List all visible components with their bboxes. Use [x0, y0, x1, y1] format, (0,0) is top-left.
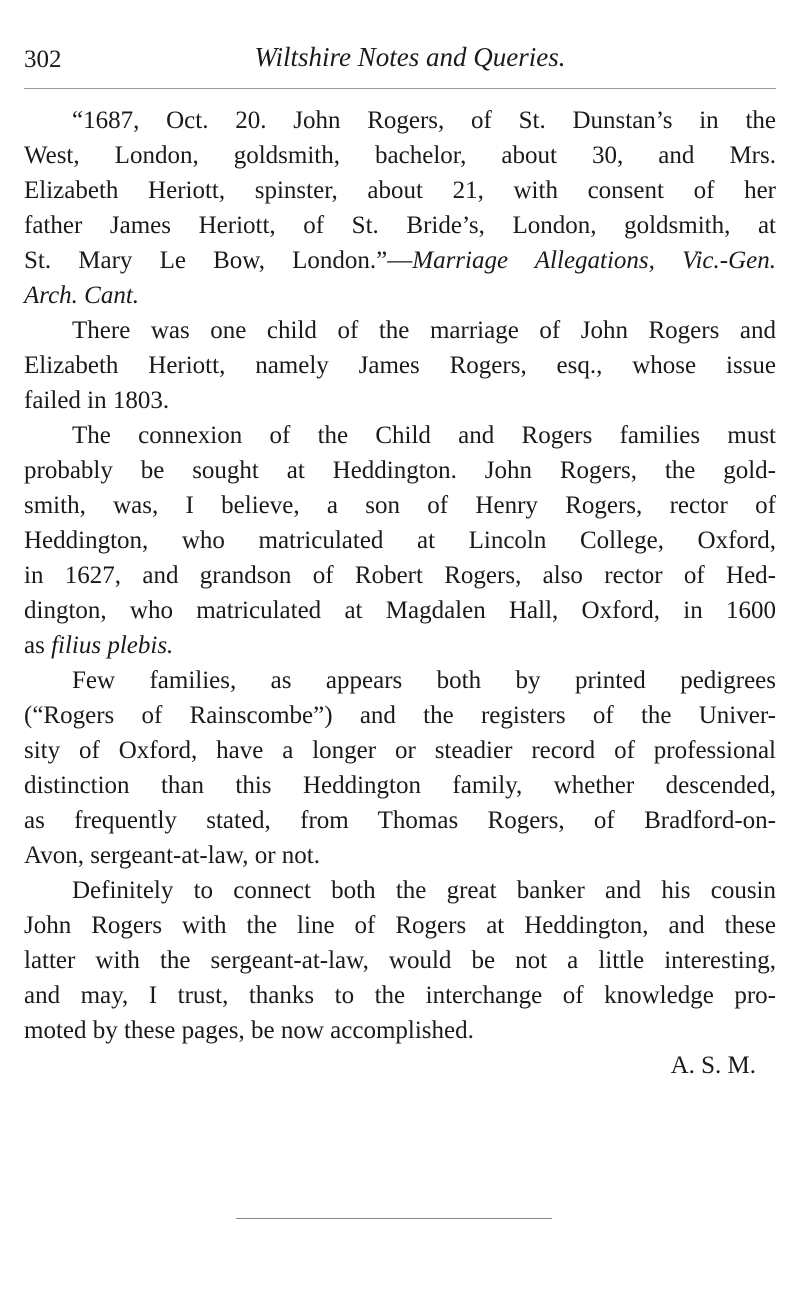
text-run: Elizabeth Heriott, namely James Rogers, esq., whose issue [24, 352, 776, 379]
text-line [24, 663, 776, 698]
text-line [24, 208, 776, 243]
text-run: (“Rogers of Rainscombe”) and the registers of the Univer- [24, 702, 776, 729]
text-line [24, 733, 776, 768]
text-line [24, 348, 776, 383]
text-run: as frequently stated, from Thomas Rogers, of Bradford-on- [24, 807, 776, 834]
header-rule [24, 88, 776, 89]
text-run: West, London, goldsmith, bachelor, about 30, and Mrs. [24, 142, 776, 169]
text-run: moted by these pages, be now accomplished. [24, 1017, 474, 1044]
text-line [24, 173, 776, 208]
page-number: 302 [24, 46, 62, 73]
text-line [24, 558, 776, 593]
text-line [24, 488, 776, 523]
text-run: as [24, 632, 52, 659]
italic-text: Marriage Allegations, Vic.-Gen. [412, 247, 777, 274]
text-run: Heddington, who matriculated at Lincoln College, Oxford, [24, 527, 776, 554]
paragraph [24, 418, 776, 663]
text-line [24, 138, 776, 173]
text-run: father James Heriott, of St. Bride’s, London, goldsmith, at [24, 212, 776, 239]
paragraph [24, 663, 776, 873]
text-line [24, 908, 776, 943]
text-line [24, 768, 776, 803]
text-line [24, 838, 776, 873]
paragraph [24, 103, 776, 313]
text-line [24, 523, 776, 558]
text-line [24, 1013, 776, 1048]
text-line [24, 593, 776, 628]
signature: A. S. M. [670, 1052, 756, 1079]
text-run: latter with the sergeant-at-law, would be not a little interesting, [24, 947, 776, 974]
text-run: John Rogers with the line of Rogers at Heddington, and these [24, 912, 776, 939]
article-body [24, 103, 776, 1083]
text-run: in 1627, and grandson of Robert Rogers, also rector of Hed- [24, 562, 776, 589]
text-line [24, 803, 776, 838]
paragraph [24, 873, 776, 1048]
text-run: failed in 1803. [24, 387, 170, 414]
text-run: sity of Oxford, have a longer or steadier record of professional [24, 737, 776, 764]
text-line [24, 453, 776, 488]
italic-text: Arch. Cant. [24, 282, 140, 309]
running-title: Wiltshire Notes and Queries. [254, 42, 566, 72]
text-run: Few families, as appears both by printed pedigrees [72, 667, 776, 694]
text-line [24, 418, 776, 453]
text-run: distinction than this Heddington family, whether descended, [24, 772, 776, 799]
text-run: Avon, sergeant-at-law, or not. [24, 842, 320, 869]
text-run: There was one child of the marriage of John Rogers and [72, 317, 776, 344]
page-header [24, 40, 776, 80]
end-rule [236, 1218, 552, 1219]
text-line [24, 383, 776, 418]
text-run: The connexion of the Child and Rogers families must [72, 422, 776, 449]
text-run: “1687, Oct. 20. John Rogers, of St. Dunstan’s in the [72, 107, 776, 134]
text-run: Definitely to connect both the great banker and his cousin [72, 877, 776, 904]
text-line [24, 278, 776, 313]
text-run: Elizabeth Heriott, spinster, about 21, with consent of her [24, 177, 776, 204]
text-line [24, 243, 776, 278]
text-run: and may, I trust, thanks to the interchange of knowledge pro- [24, 982, 776, 1009]
text-line [24, 943, 776, 978]
text-run: St. Mary Le Bow, London.”— [24, 247, 413, 274]
text-run: smith, was, I believe, a son of Henry Rogers, rector of [24, 492, 776, 519]
text-line [24, 978, 776, 1013]
text-run: probably be sought at Heddington. John Rogers, the gold- [24, 457, 776, 484]
italic-text: filius plebis. [51, 632, 174, 659]
text-line [24, 103, 776, 138]
text-line [24, 628, 776, 663]
text-line [24, 698, 776, 733]
text-run: dington, who matriculated at Magdalen Hall, Oxford, in 1600 [24, 597, 776, 624]
text-line [24, 873, 776, 908]
text-line [24, 313, 776, 348]
paragraph [24, 313, 776, 418]
